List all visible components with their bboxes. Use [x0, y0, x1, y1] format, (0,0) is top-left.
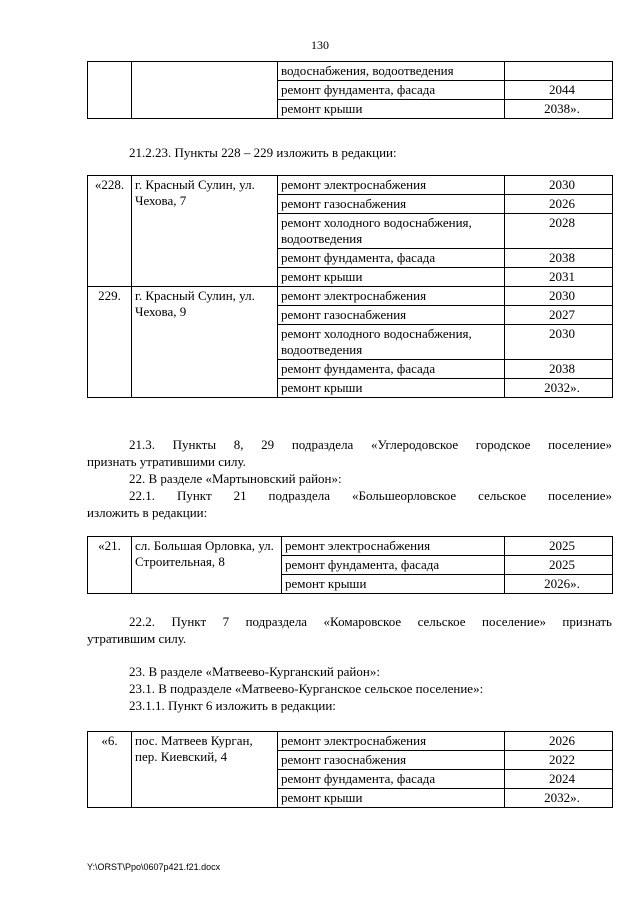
address-cell: г. Красный Сулин, ул. Чехова, 9 [132, 287, 278, 398]
address-cell: г. Красный Сулин, ул. Чехова, 7 [132, 176, 278, 287]
paragraph-23-1: 23.1. В подразделе «Матвеево-Курганское сельское поселение»: [129, 681, 484, 696]
table-items-228-229 [87, 175, 613, 398]
paragraph-23-1-1: 23.1.1. Пункт 6 изложить в редакции: [129, 698, 336, 713]
year-cell: 2028 [505, 214, 613, 249]
table-row [88, 537, 613, 556]
year-cell: 2032». [505, 789, 613, 808]
number-cell: «228. [88, 176, 132, 287]
work-cell: ремонт фундамента, фасада [278, 249, 505, 268]
work-cell: ремонт крыши [278, 789, 505, 808]
table-continuation [87, 61, 613, 119]
work-cell: ремонт крыши [278, 100, 505, 119]
table-row [88, 62, 613, 81]
work-cell: ремонт электроснабжения [282, 537, 505, 556]
work-cell: ремонт электроснабжения [278, 732, 505, 751]
work-cell: ремонт фундамента, фасада [282, 556, 505, 575]
number-cell [88, 62, 132, 119]
footer-file-path: Y:\ORST\Ppo\0607p421.f21.docx [87, 862, 221, 872]
number-cell: 229. [88, 287, 132, 398]
year-cell: 2026 [505, 195, 613, 214]
work-cell: ремонт крыши [278, 268, 505, 287]
year-cell: 2030 [505, 176, 613, 195]
paragraph-23: 23. В разделе «Матвеево-Курганский район»: [129, 664, 380, 679]
year-cell: 2030 [505, 325, 613, 360]
year-cell: 2038 [505, 360, 613, 379]
paragraph-line: 22.2. Пункт 7 подраздела «Комаровское сельское поселение» признать [129, 614, 612, 629]
year-cell: 2026». [505, 575, 613, 594]
year-cell: 2026 [505, 732, 613, 751]
work-cell: ремонт крыши [278, 379, 505, 398]
work-cell: ремонт крыши [282, 575, 505, 594]
address-cell: сл. Большая Орловка, ул. Строительная, 8 [132, 537, 282, 594]
paragraph-line: 21.3. Пункты 8, 29 подраздела «Углеродовское городское поселение» [129, 437, 612, 452]
paragraph-21-2-23: 21.2.23. Пункты 228 – 229 изложить в редакции: [129, 145, 397, 160]
year-cell: 2022 [505, 751, 613, 770]
page-number: 130 [311, 38, 329, 52]
paragraph-22-2 [87, 613, 612, 647]
work-cell: ремонт газоснабжения [278, 306, 505, 325]
paragraph-line: 22.1. Пункт 21 подраздела «Большеорловское сельское поселение» [129, 488, 612, 503]
year-cell: 2044 [505, 81, 613, 100]
address-cell: пос. Матвеев Курган, пер. Киевский, 4 [132, 732, 278, 808]
paragraph-line: изложить в редакции: [87, 505, 208, 520]
address-cell [132, 62, 278, 119]
work-cell: ремонт холодного водоснабжения, водоотведения [278, 214, 505, 249]
work-cell: ремонт газоснабжения [278, 751, 505, 770]
number-cell: «6. [88, 732, 132, 808]
year-cell: 2027 [505, 306, 613, 325]
work-cell: ремонт фундамента, фасада [278, 81, 505, 100]
table-row [88, 287, 613, 306]
table-item-6 [87, 731, 613, 808]
work-cell: ремонт газоснабжения [278, 195, 505, 214]
year-cell: 2038». [505, 100, 613, 119]
year-cell: 2038 [505, 249, 613, 268]
table-item-21 [87, 536, 613, 594]
work-cell: водоснабжения, водоотведения [278, 62, 505, 81]
year-cell: 2024 [505, 770, 613, 789]
table-row [88, 732, 613, 751]
work-cell: ремонт электроснабжения [278, 176, 505, 195]
paragraph-line: признать утратившими силу. [87, 454, 246, 469]
year-cell: 2031 [505, 268, 613, 287]
paragraph-22: 22. В разделе «Мартыновский район»: [129, 471, 342, 486]
number-cell: «21. [88, 537, 132, 594]
paragraph-21-3 [87, 436, 612, 470]
work-cell: ремонт холодного водоснабжения, водоотведения [278, 325, 505, 360]
work-cell: ремонт электроснабжения [278, 287, 505, 306]
year-cell: 2030 [505, 287, 613, 306]
year-cell [505, 62, 613, 81]
year-cell: 2025 [505, 537, 613, 556]
paragraph-line: утратившим силу. [87, 631, 187, 646]
year-cell: 2025 [505, 556, 613, 575]
work-cell: ремонт фундамента, фасада [278, 770, 505, 789]
table-row [88, 176, 613, 195]
work-cell: ремонт фундамента, фасада [278, 360, 505, 379]
paragraph-22-1 [87, 487, 612, 521]
year-cell: 2032». [505, 379, 613, 398]
